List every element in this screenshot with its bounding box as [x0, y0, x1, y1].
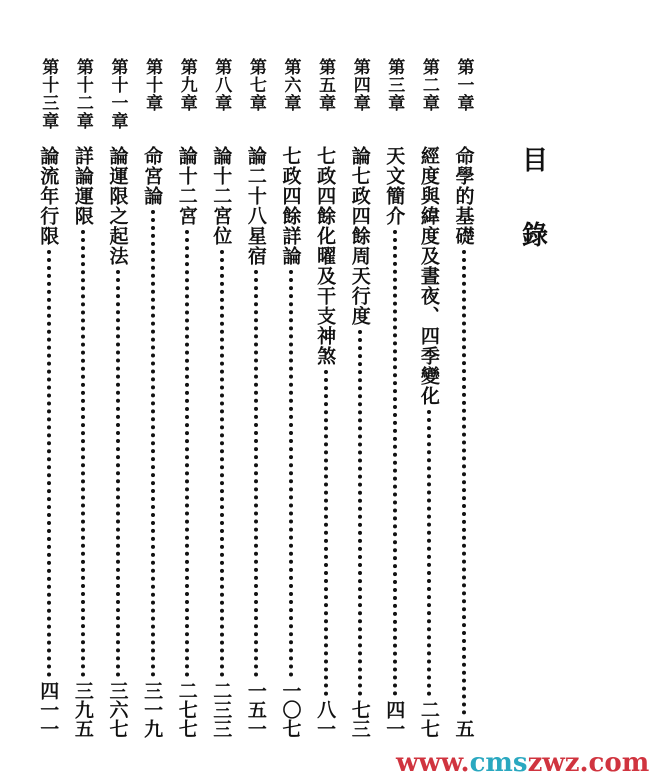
chapter-label: 第三章 [384, 58, 405, 112]
chapter-label: 第七章 [245, 58, 266, 112]
chapter-label: 第十三章 [38, 58, 59, 130]
toc-entry[interactable] [106, 58, 130, 738]
page-number: 七三 [348, 700, 371, 738]
chapter-title[interactable]: 論十二宮 [175, 146, 198, 226]
chapter-label: 第一章 [453, 58, 474, 112]
chapter-label: 第四章 [349, 58, 370, 112]
chapter-label: 第八章 [211, 58, 232, 112]
chapter-title[interactable]: 天文簡介 [383, 146, 406, 226]
page-number: 四一一 [37, 681, 60, 738]
watermark-part: zwz.com [527, 748, 650, 776]
dot-leader [427, 410, 431, 696]
chapter-label: 第十章 [142, 58, 163, 112]
watermark-part: www. [396, 748, 470, 776]
chapter-label: 第二章 [418, 58, 439, 112]
page-number: 五 [452, 719, 475, 738]
dot-leader [151, 210, 155, 677]
page-number: 三六七 [106, 681, 129, 738]
chapter-title[interactable]: 命學的基礎 [452, 146, 475, 246]
chapter-title[interactable]: 七政四餘詳論 [279, 146, 302, 266]
toc-entry[interactable] [452, 58, 476, 738]
chapter-label: 第十二章 [72, 58, 93, 130]
toc-entry[interactable] [37, 58, 61, 738]
chapter-title[interactable]: 論流年行限 [37, 146, 60, 246]
page-number: 一五一 [244, 681, 267, 738]
page-number: 二七七 [175, 681, 198, 738]
chapter-title[interactable]: 論二十八星宿 [244, 146, 267, 266]
page-number: 二三三 [210, 681, 233, 738]
toc-entry[interactable] [210, 58, 234, 738]
chapter-title[interactable]: 論運限之起法 [106, 146, 129, 266]
chapter-title[interactable]: 七政四餘化曜及干支神煞 [314, 146, 337, 366]
page-number: 四一 [383, 700, 406, 738]
toc-entry[interactable] [141, 58, 165, 738]
dot-leader [358, 330, 362, 696]
dot-leader [289, 270, 293, 677]
chapter-label: 第五章 [315, 58, 336, 112]
dot-leader [462, 250, 466, 715]
toc-entry[interactable] [417, 58, 441, 738]
dot-leader [47, 250, 51, 677]
page-number: 八一 [314, 700, 337, 738]
toc-entry[interactable] [175, 58, 199, 738]
dot-leader [185, 230, 189, 677]
chapter-title[interactable]: 詳論運限 [71, 146, 94, 226]
watermark-part: cms [469, 748, 528, 776]
dot-leader [116, 270, 120, 677]
dot-leader [81, 230, 85, 677]
toc-entry[interactable] [348, 58, 372, 738]
chapter-title[interactable]: 命宮論 [141, 146, 164, 206]
chapter-title[interactable]: 論十二宮位 [210, 146, 233, 246]
page-number: 三九五 [71, 681, 94, 738]
dot-leader [220, 250, 224, 677]
watermark [396, 750, 649, 776]
heading-char-1: 目 [522, 146, 549, 176]
toc-entry[interactable] [383, 58, 407, 738]
dot-leader [393, 230, 397, 696]
page-number: 三一九 [141, 681, 164, 738]
chapter-title[interactable]: 論七政四餘周天行度 [348, 146, 371, 326]
page-number: 一〇七 [279, 681, 302, 738]
chapter-label: 第十一章 [107, 58, 128, 130]
toc-entry[interactable] [71, 58, 95, 738]
heading-char-2: 錄 [522, 221, 549, 251]
dot-leader [254, 270, 258, 677]
toc-entry[interactable] [314, 58, 338, 738]
dot-leader [324, 370, 328, 696]
chapter-label: 第九章 [176, 58, 197, 112]
chapter-title[interactable]: 經度與緯度及晝夜、四季變化 [417, 146, 440, 406]
toc-entry[interactable] [244, 58, 268, 738]
page-number: 二七 [417, 700, 440, 738]
toc-entry[interactable] [279, 58, 303, 738]
chapter-label: 第六章 [280, 58, 301, 112]
